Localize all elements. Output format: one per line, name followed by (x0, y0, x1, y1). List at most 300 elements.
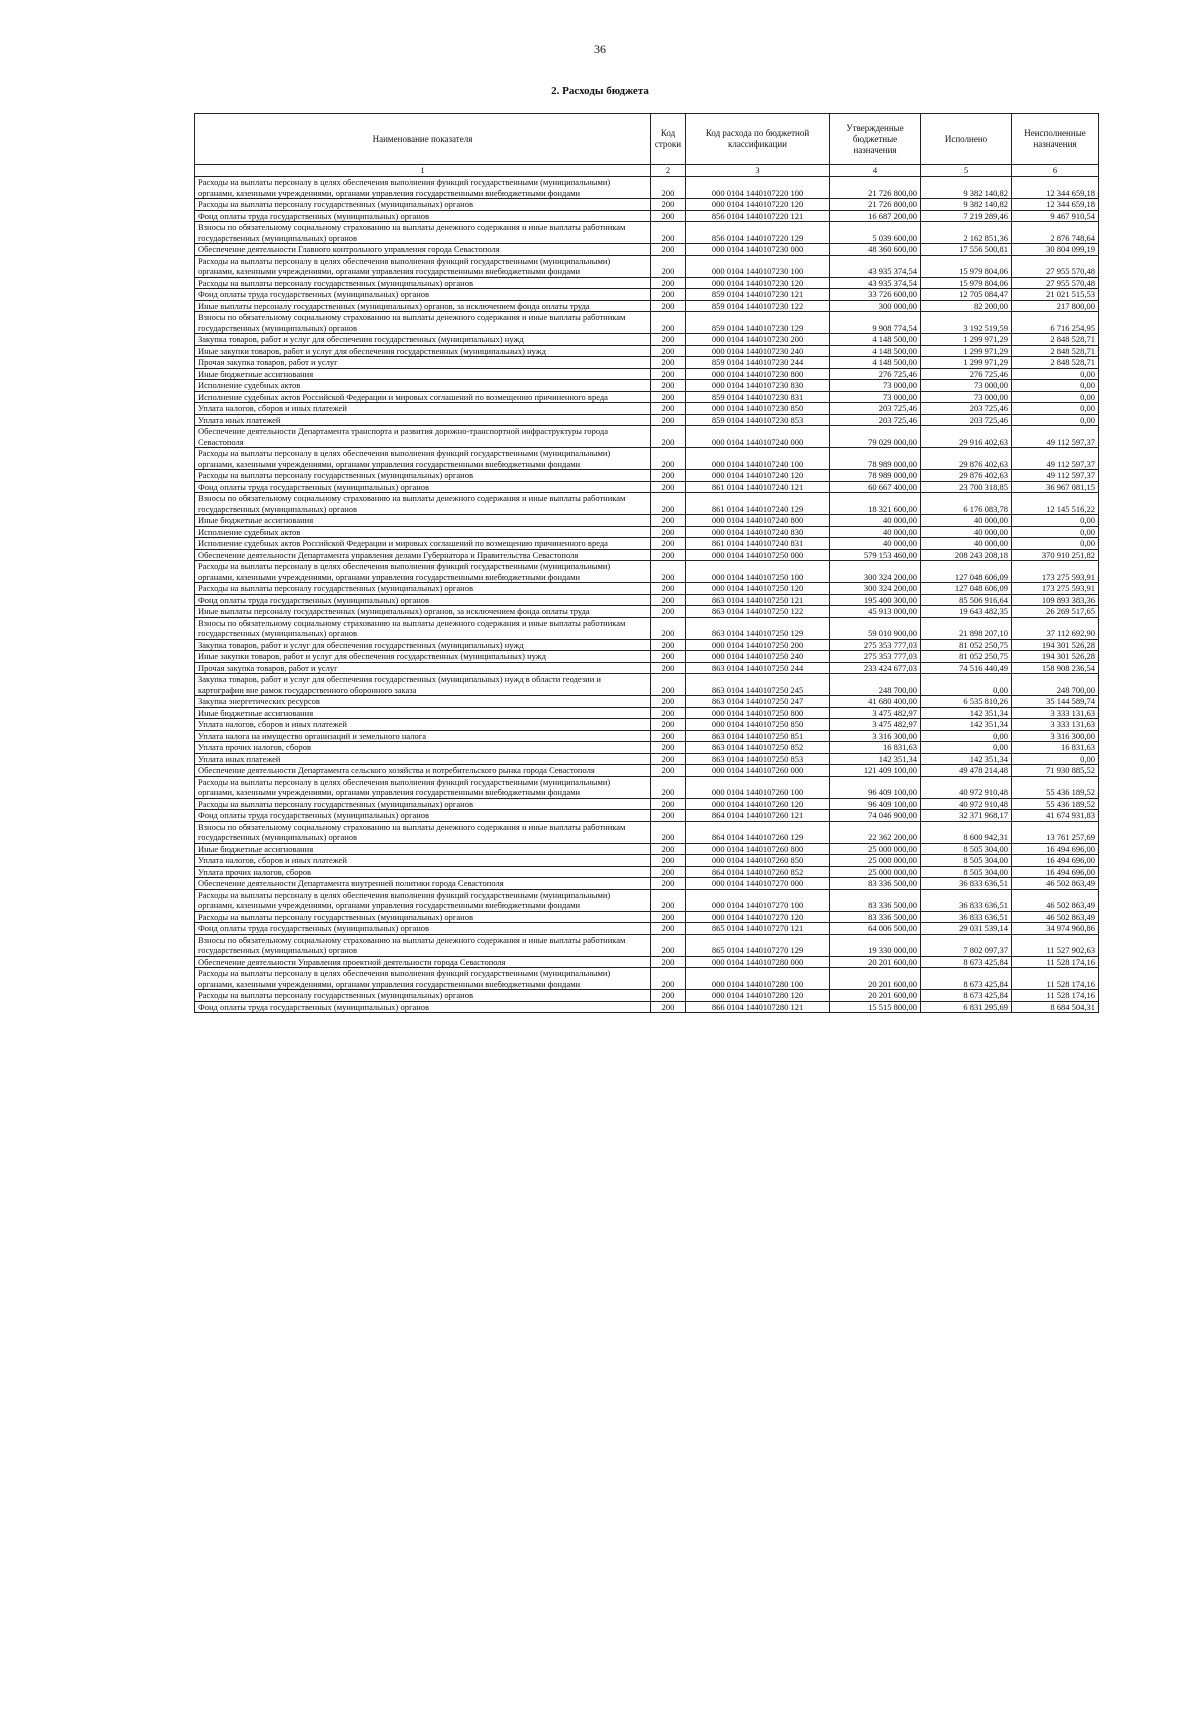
table-row (195, 255, 1099, 277)
header-name: Наименование показателя (195, 114, 651, 165)
table-row (195, 368, 1099, 380)
row-code: 200 (651, 968, 686, 990)
table-row (195, 707, 1099, 719)
row-executed: 142 351,34 (921, 753, 1012, 765)
row-class-code: 863 0104 1440107250 244 (686, 662, 830, 674)
table-row (195, 448, 1099, 470)
row-code: 200 (651, 515, 686, 527)
row-executed: 276 725,46 (921, 368, 1012, 380)
row-approved: 233 424 677,03 (830, 662, 921, 674)
row-unexecuted: 0,00 (1012, 380, 1099, 392)
row-executed: 6 176 083,78 (921, 493, 1012, 515)
row-approved: 79 029 000,00 (830, 426, 921, 448)
row-class-code: 000 0104 1440107270 000 (686, 878, 830, 890)
table-row (195, 742, 1099, 754)
row-name: Уплата налога на имущество организаций и земельного налога (195, 730, 651, 742)
row-class-code: 859 0104 1440107230 831 (686, 391, 830, 403)
row-approved: 25 000 000,00 (830, 843, 921, 855)
table-row (195, 798, 1099, 810)
row-approved: 9 908 774,54 (830, 312, 921, 334)
row-approved: 3 316 300,00 (830, 730, 921, 742)
table-row (195, 277, 1099, 289)
row-class-code: 000 0104 1440107270 120 (686, 911, 830, 923)
row-class-code: 000 0104 1440107250 120 (686, 583, 830, 595)
row-unexecuted: 16 494 696,00 (1012, 855, 1099, 867)
row-approved: 121 409 100,00 (830, 765, 921, 777)
row-unexecuted: 37 112 692,90 (1012, 617, 1099, 639)
table-header-row (195, 114, 1099, 165)
row-code: 200 (651, 561, 686, 583)
row-name: Расходы на выплаты персоналу государственных (муниципальных) органов (195, 798, 651, 810)
table-row (195, 606, 1099, 618)
row-approved: 43 935 374,54 (830, 255, 921, 277)
table-row (195, 414, 1099, 426)
table-row (195, 810, 1099, 822)
header-class-code: Код расхода по бюджетной классификации (686, 114, 830, 165)
row-class-code: 856 0104 1440107220 121 (686, 210, 830, 222)
table-row (195, 391, 1099, 403)
row-executed: 36 833 636,51 (921, 911, 1012, 923)
row-unexecuted: 109 893 383,36 (1012, 594, 1099, 606)
row-name: Взносы по обязательному социальному страхованию на выплаты денежного содержания и иные выплаты работникам государственных (муниципальных) органов (195, 493, 651, 515)
row-unexecuted: 49 112 597,37 (1012, 448, 1099, 470)
row-approved: 579 153 460,00 (830, 549, 921, 561)
row-code: 200 (651, 911, 686, 923)
row-class-code: 000 0104 1440107270 100 (686, 889, 830, 911)
row-class-code: 863 0104 1440107250 851 (686, 730, 830, 742)
table-row (195, 911, 1099, 923)
row-approved: 203 725,46 (830, 403, 921, 415)
row-executed: 40 000,00 (921, 515, 1012, 527)
row-class-code: 000 0104 1440107230 830 (686, 380, 830, 392)
row-unexecuted: 9 467 910,54 (1012, 210, 1099, 222)
row-class-code: 859 0104 1440107230 129 (686, 312, 830, 334)
row-executed: 32 371 968,17 (921, 810, 1012, 822)
row-name: Уплата налогов, сборов и иных платежей (195, 403, 651, 415)
row-code: 200 (651, 730, 686, 742)
row-class-code: 000 0104 1440107250 850 (686, 719, 830, 731)
table-row (195, 199, 1099, 211)
row-code: 200 (651, 821, 686, 843)
table-row (195, 380, 1099, 392)
row-executed: 9 382 140,82 (921, 177, 1012, 199)
row-class-code: 000 0104 1440107260 850 (686, 855, 830, 867)
row-code: 200 (651, 426, 686, 448)
row-class-code: 859 0104 1440107230 853 (686, 414, 830, 426)
row-unexecuted: 11 528 174,16 (1012, 968, 1099, 990)
row-unexecuted: 0,00 (1012, 368, 1099, 380)
row-executed: 7 802 097,37 (921, 934, 1012, 956)
table-row (195, 730, 1099, 742)
row-code: 200 (651, 765, 686, 777)
row-code: 200 (651, 380, 686, 392)
row-approved: 275 353 777,03 (830, 651, 921, 663)
row-executed: 8 600 942,31 (921, 821, 1012, 843)
table-row (195, 765, 1099, 777)
row-executed: 15 979 804,06 (921, 277, 1012, 289)
row-unexecuted: 158 908 236,54 (1012, 662, 1099, 674)
table-row (195, 968, 1099, 990)
row-executed: 40 000,00 (921, 526, 1012, 538)
row-approved: 15 515 800,00 (830, 1001, 921, 1013)
row-name: Фонд оплаты труда государственных (муниципальных) органов (195, 594, 651, 606)
row-approved: 64 006 500,00 (830, 923, 921, 935)
row-code: 200 (651, 889, 686, 911)
row-unexecuted: 248 700,00 (1012, 674, 1099, 696)
row-approved: 20 201 600,00 (830, 956, 921, 968)
section-title: 2. Расходы бюджета (551, 85, 649, 97)
row-code: 200 (651, 798, 686, 810)
table-row (195, 561, 1099, 583)
row-unexecuted: 49 112 597,37 (1012, 470, 1099, 482)
row-class-code: 000 0104 1440107220 100 (686, 177, 830, 199)
row-executed: 208 243 208,18 (921, 549, 1012, 561)
row-code: 200 (651, 255, 686, 277)
row-unexecuted: 27 955 570,48 (1012, 277, 1099, 289)
row-approved: 203 725,46 (830, 414, 921, 426)
row-name: Обеспечение деятельности Департамента сельского хозяйства и потребительского рынка города Севастополя (195, 765, 651, 777)
row-approved: 83 336 500,00 (830, 878, 921, 890)
row-name: Уплата иных платежей (195, 414, 651, 426)
row-unexecuted: 3 333 131,63 (1012, 719, 1099, 731)
row-class-code: 864 0104 1440107260 852 (686, 866, 830, 878)
row-unexecuted: 12 344 659,18 (1012, 177, 1099, 199)
table-row (195, 639, 1099, 651)
row-name: Обеспечение деятельности Департамента внутренней политики города Севастополя (195, 878, 651, 890)
row-approved: 78 989 000,00 (830, 448, 921, 470)
row-executed: 6 535 810,26 (921, 696, 1012, 708)
table-row (195, 177, 1099, 199)
row-executed: 73 000,00 (921, 380, 1012, 392)
row-name: Расходы на выплаты персоналу в целях обеспечения выполнения функций государственными (муниципальными) органами, казенными учреждениями, органами управления государственными внебюджетными фондами (195, 177, 651, 199)
row-unexecuted: 55 436 189,52 (1012, 798, 1099, 810)
row-name: Уплата прочих налогов, сборов (195, 866, 651, 878)
row-code: 200 (651, 334, 686, 346)
row-class-code: 000 0104 1440107260 800 (686, 843, 830, 855)
row-code: 200 (651, 651, 686, 663)
table-row (195, 334, 1099, 346)
row-executed: 74 516 440,49 (921, 662, 1012, 674)
row-name: Расходы на выплаты персоналу в целях обеспечения выполнения функций государственными (муниципальными) органами, казенными учреждениями, органами управления государственными внебюджетными фондами (195, 776, 651, 798)
row-unexecuted: 41 674 931,83 (1012, 810, 1099, 822)
row-executed: 203 725,46 (921, 403, 1012, 415)
table-row (195, 776, 1099, 798)
row-name: Взносы по обязательному социальному страхованию на выплаты денежного содержания и иные выплаты работникам государственных (муниципальных) органов (195, 312, 651, 334)
table-row (195, 923, 1099, 935)
row-code: 200 (651, 526, 686, 538)
row-executed: 0,00 (921, 730, 1012, 742)
row-code: 200 (651, 1001, 686, 1013)
table-row (195, 594, 1099, 606)
row-name: Иные закупки товаров, работ и услуг для обеспечения государственных (муниципальных) нужд (195, 345, 651, 357)
row-unexecuted: 2 848 528,71 (1012, 357, 1099, 369)
row-name: Взносы по обязательному социальному страхованию на выплаты денежного содержания и иные выплаты работникам государственных (муниципальных) органов (195, 222, 651, 244)
table-row (195, 583, 1099, 595)
row-code: 200 (651, 177, 686, 199)
row-unexecuted: 0,00 (1012, 515, 1099, 527)
row-name: Взносы по обязательному социальному страхованию на выплаты денежного содержания и иные выплаты работникам государственных (муниципальных) органов (195, 617, 651, 639)
row-code: 200 (651, 493, 686, 515)
row-unexecuted: 30 804 099,19 (1012, 244, 1099, 256)
row-executed: 3 192 519,59 (921, 312, 1012, 334)
row-name: Расходы на выплаты персоналу в целях обеспечения выполнения функций государственными (муниципальными) органами, казенными учреждениями, органами управления государственными внебюджетными фондами (195, 448, 651, 470)
table-row (195, 481, 1099, 493)
table-row (195, 403, 1099, 415)
row-class-code: 000 0104 1440107240 800 (686, 515, 830, 527)
row-unexecuted: 3 316 300,00 (1012, 730, 1099, 742)
row-class-code: 866 0104 1440107280 121 (686, 1001, 830, 1013)
row-approved: 21 726 800,00 (830, 177, 921, 199)
table-row (195, 934, 1099, 956)
row-code: 200 (651, 662, 686, 674)
row-executed: 19 643 482,35 (921, 606, 1012, 618)
row-executed: 203 725,46 (921, 414, 1012, 426)
row-unexecuted: 34 974 960,86 (1012, 923, 1099, 935)
row-name: Обеспечение деятельности Управления проектной деятельности города Севастополя (195, 956, 651, 968)
row-code: 200 (651, 448, 686, 470)
row-executed: 17 556 500,81 (921, 244, 1012, 256)
row-approved: 83 336 500,00 (830, 889, 921, 911)
row-name: Расходы на выплаты персоналу государственных (муниципальных) органов (195, 990, 651, 1002)
row-class-code: 864 0104 1440107260 129 (686, 821, 830, 843)
row-class-code: 000 0104 1440107250 200 (686, 639, 830, 651)
row-executed: 127 048 606,09 (921, 583, 1012, 595)
row-name: Исполнение судебных актов Российской Федерации и мировых соглашений по возмещению причиненного вреда (195, 538, 651, 550)
row-executed: 142 351,34 (921, 707, 1012, 719)
row-name: Фонд оплаты труда государственных (муниципальных) органов (195, 210, 651, 222)
row-unexecuted: 27 955 570,48 (1012, 255, 1099, 277)
row-class-code: 000 0104 1440107240 100 (686, 448, 830, 470)
header-approved: Утвержденные бюджетные назначения (830, 114, 921, 165)
row-unexecuted: 13 761 257,69 (1012, 821, 1099, 843)
table-row (195, 889, 1099, 911)
row-unexecuted: 26 269 517,65 (1012, 606, 1099, 618)
table-row (195, 821, 1099, 843)
row-executed: 142 351,34 (921, 719, 1012, 731)
row-class-code: 861 0104 1440107240 831 (686, 538, 830, 550)
row-executed: 85 506 916,64 (921, 594, 1012, 606)
row-class-code: 000 0104 1440107260 100 (686, 776, 830, 798)
row-unexecuted: 16 494 696,00 (1012, 866, 1099, 878)
row-name: Уплата налогов, сборов и иных платежей (195, 719, 651, 731)
row-code: 200 (651, 617, 686, 639)
row-class-code: 000 0104 1440107250 100 (686, 561, 830, 583)
row-unexecuted: 2 876 748,64 (1012, 222, 1099, 244)
row-approved: 20 201 600,00 (830, 990, 921, 1002)
row-executed: 2 162 851,36 (921, 222, 1012, 244)
header-code: Код строки (651, 114, 686, 165)
row-unexecuted: 0,00 (1012, 538, 1099, 550)
row-unexecuted: 11 528 174,16 (1012, 990, 1099, 1002)
row-code: 200 (651, 776, 686, 798)
row-name: Расходы на выплаты персоналу в целях обеспечения выполнения функций государственными (муниципальными) органами, казенными учреждениями, органами управления государственными внебюджетными фондами (195, 968, 651, 990)
row-unexecuted: 55 436 189,52 (1012, 776, 1099, 798)
table-row (195, 426, 1099, 448)
row-approved: 40 000,00 (830, 515, 921, 527)
row-name: Обеспечение деятельности Департамента транспорта и развития дорожно-транспортной инфраструктуры города Севастополя (195, 426, 651, 448)
table-row (195, 300, 1099, 312)
row-executed: 8 505 304,00 (921, 855, 1012, 867)
row-name: Расходы на выплаты персоналу в целях обеспечения выполнения функций государственными (муниципальными) органами, казенными учреждениями, органами управления государственными внебюджетными фондами (195, 889, 651, 911)
row-code: 200 (651, 866, 686, 878)
row-executed: 40 000,00 (921, 538, 1012, 550)
row-approved: 60 667 400,00 (830, 481, 921, 493)
row-executed: 81 052 250,75 (921, 639, 1012, 651)
row-class-code: 856 0104 1440107220 129 (686, 222, 830, 244)
row-class-code: 864 0104 1440107260 121 (686, 810, 830, 822)
row-name: Иные бюджетные ассигнования (195, 707, 651, 719)
row-approved: 3 475 482,97 (830, 707, 921, 719)
header-executed: Исполнено (921, 114, 1012, 165)
table-row (195, 855, 1099, 867)
row-approved: 300 324 200,00 (830, 561, 921, 583)
row-class-code: 863 0104 1440107250 122 (686, 606, 830, 618)
row-approved: 275 353 777,03 (830, 639, 921, 651)
row-name: Расходы на выплаты персоналу государственных (муниципальных) органов (195, 583, 651, 595)
row-code: 200 (651, 210, 686, 222)
row-unexecuted: 16 831,63 (1012, 742, 1099, 754)
row-code: 200 (651, 923, 686, 935)
table-row (195, 719, 1099, 731)
row-class-code: 000 0104 1440107230 240 (686, 345, 830, 357)
row-executed: 29 876 402,63 (921, 448, 1012, 470)
row-name: Расходы на выплаты персоналу в целях обеспечения выполнения функций государственными (муниципальными) органами, казенными учреждениями, органами управления государственными внебюджетными фондами (195, 561, 651, 583)
table-row (195, 753, 1099, 765)
table-row (195, 956, 1099, 968)
row-code: 200 (651, 855, 686, 867)
row-code: 200 (651, 674, 686, 696)
row-unexecuted: 49 112 597,37 (1012, 426, 1099, 448)
row-approved: 48 360 600,00 (830, 244, 921, 256)
table-row (195, 493, 1099, 515)
page-number: 36 (594, 42, 606, 56)
row-code: 200 (651, 878, 686, 890)
row-code: 200 (651, 199, 686, 211)
row-approved: 18 321 600,00 (830, 493, 921, 515)
row-executed: 0,00 (921, 674, 1012, 696)
row-name: Закупка товаров, работ и услуг для обеспечения государственных (муниципальных) нужд (195, 639, 651, 651)
row-code: 200 (651, 583, 686, 595)
table-row (195, 515, 1099, 527)
row-class-code: 000 0104 1440107260 000 (686, 765, 830, 777)
table-row (195, 990, 1099, 1002)
row-approved: 40 000,00 (830, 538, 921, 550)
row-unexecuted: 3 333 131,63 (1012, 707, 1099, 719)
row-name: Расходы на выплаты персоналу государственных (муниципальных) органов (195, 470, 651, 482)
row-executed: 21 898 207,10 (921, 617, 1012, 639)
row-code: 200 (651, 696, 686, 708)
row-code: 200 (651, 753, 686, 765)
row-approved: 142 351,34 (830, 753, 921, 765)
row-class-code: 000 0104 1440107240 120 (686, 470, 830, 482)
row-unexecuted: 8 684 504,31 (1012, 1001, 1099, 1013)
row-executed: 8 673 425,84 (921, 968, 1012, 990)
row-name: Иные бюджетные ассигнования (195, 515, 651, 527)
row-name: Закупка товаров, работ и услуг для обеспечения государственных (муниципальных) нужд (195, 334, 651, 346)
row-name: Фонд оплаты труда государственных (муниципальных) органов (195, 481, 651, 493)
row-approved: 83 336 500,00 (830, 911, 921, 923)
row-unexecuted: 11 528 174,16 (1012, 956, 1099, 968)
row-unexecuted: 0,00 (1012, 526, 1099, 538)
row-unexecuted: 71 930 885,52 (1012, 765, 1099, 777)
row-name: Уплата иных платежей (195, 753, 651, 765)
row-unexecuted: 194 301 526,28 (1012, 651, 1099, 663)
table-row (195, 674, 1099, 696)
row-executed: 127 048 606,09 (921, 561, 1012, 583)
row-class-code: 000 0104 1440107280 000 (686, 956, 830, 968)
row-executed: 15 979 804,06 (921, 255, 1012, 277)
expenses-table (194, 113, 1099, 1013)
row-name: Фонд оплаты труда государственных (муниципальных) органов (195, 923, 651, 935)
row-approved: 19 330 000,00 (830, 934, 921, 956)
row-code: 200 (651, 594, 686, 606)
row-code: 200 (651, 470, 686, 482)
header-unexecuted: Неисполненные назначения (1012, 114, 1099, 165)
row-code: 200 (651, 391, 686, 403)
row-approved: 5 039 600,00 (830, 222, 921, 244)
table-row (195, 357, 1099, 369)
row-name: Прочая закупка товаров, работ и услуг (195, 662, 651, 674)
row-approved: 3 475 482,97 (830, 719, 921, 731)
table-row (195, 312, 1099, 334)
table-row (195, 244, 1099, 256)
table-row (195, 696, 1099, 708)
row-code: 200 (651, 289, 686, 301)
row-class-code: 000 0104 1440107280 120 (686, 990, 830, 1002)
table-row (195, 526, 1099, 538)
row-executed: 82 200,00 (921, 300, 1012, 312)
row-class-code: 000 0104 1440107250 000 (686, 549, 830, 561)
table-row (195, 538, 1099, 550)
row-approved: 20 201 600,00 (830, 968, 921, 990)
row-code: 200 (651, 538, 686, 550)
row-class-code: 865 0104 1440107270 129 (686, 934, 830, 956)
row-code: 200 (651, 222, 686, 244)
row-name: Закупка энергетических ресурсов (195, 696, 651, 708)
row-class-code: 000 0104 1440107230 200 (686, 334, 830, 346)
row-code: 200 (651, 810, 686, 822)
row-code: 200 (651, 990, 686, 1002)
row-code: 200 (651, 368, 686, 380)
row-class-code: 000 0104 1440107230 800 (686, 368, 830, 380)
table-row (195, 289, 1099, 301)
row-class-code: 859 0104 1440107230 122 (686, 300, 830, 312)
row-approved: 43 935 374,54 (830, 277, 921, 289)
row-code: 200 (651, 956, 686, 968)
row-approved: 300 324 200,00 (830, 583, 921, 595)
row-code: 200 (651, 843, 686, 855)
row-approved: 16 687 200,00 (830, 210, 921, 222)
row-unexecuted: 173 275 593,91 (1012, 561, 1099, 583)
column-number: 6 (1012, 165, 1099, 177)
row-code: 200 (651, 300, 686, 312)
row-unexecuted: 370 910 251,82 (1012, 549, 1099, 561)
row-class-code: 859 0104 1440107230 121 (686, 289, 830, 301)
row-name: Фонд оплаты труда государственных (муниципальных) органов (195, 1001, 651, 1013)
row-unexecuted: 36 967 081,15 (1012, 481, 1099, 493)
row-executed: 8 505 304,00 (921, 843, 1012, 855)
table-row (195, 1001, 1099, 1013)
row-name: Исполнение судебных актов Российской Федерации и мировых соглашений по возмещению причиненного вреда (195, 391, 651, 403)
row-executed: 9 382 140,82 (921, 199, 1012, 211)
row-name: Расходы на выплаты персоналу в целях обеспечения выполнения функций государственными (муниципальными) органами, казенными учреждениями, органами управления государственными внебюджетными фондами (195, 255, 651, 277)
row-name: Фонд оплаты труда государственных (муниципальных) органов (195, 810, 651, 822)
row-name: Уплата налогов, сборов и иных платежей (195, 855, 651, 867)
table-row (195, 866, 1099, 878)
row-executed: 0,00 (921, 742, 1012, 754)
row-name: Исполнение судебных актов (195, 380, 651, 392)
row-name: Иные бюджетные ассигнования (195, 843, 651, 855)
